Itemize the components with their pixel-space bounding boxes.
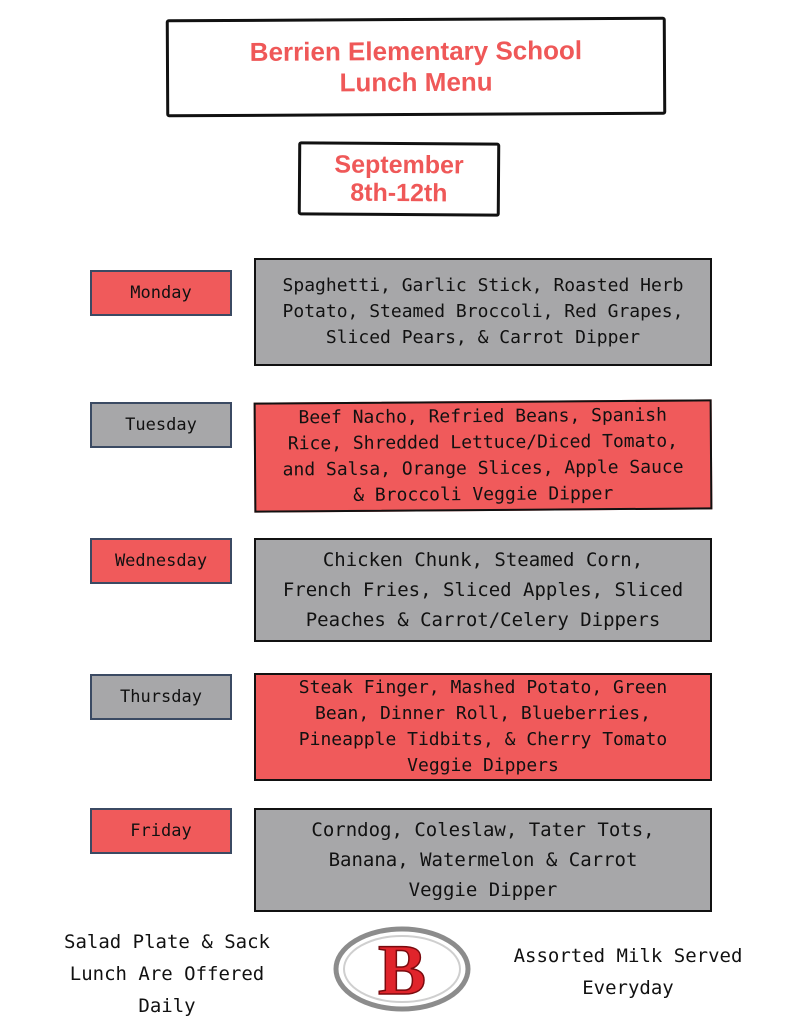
- menu-label: Lunch Menu: [339, 66, 493, 98]
- meal-box-monday: [254, 258, 712, 366]
- meal-line: Peaches & Carrot/Celery Dippers: [305, 609, 661, 631]
- day-name: Friday: [130, 821, 192, 841]
- meal-line: & Broccoli Veggie Dipper: [353, 483, 614, 506]
- milk-note: [478, 940, 778, 1004]
- day-label-tuesday: [90, 402, 232, 448]
- title-box: [166, 17, 667, 118]
- meal-box-friday: [254, 808, 712, 912]
- meal-box-wednesday: [254, 538, 712, 642]
- day-name: Monday: [130, 283, 192, 303]
- note-line: Daily: [138, 995, 196, 1017]
- meal-line: Veggie Dipper: [408, 879, 558, 901]
- meal-box-tuesday: [254, 399, 713, 512]
- date-month: September: [334, 150, 464, 180]
- meal-line: Veggie Dippers: [407, 755, 559, 776]
- meal-line: Potato, Steamed Broccoli, Red Grapes,: [282, 301, 684, 322]
- date-range: 8th-12th: [350, 178, 448, 208]
- meal-line: Sliced Pears, & Carrot Dipper: [325, 327, 641, 348]
- meal-line: Rice, Shredded Lettuce/Diced Tomato,: [287, 430, 679, 455]
- day-name: Tuesday: [125, 415, 197, 435]
- meal-line: Corndog, Coleslaw, Tater Tots,: [311, 819, 655, 841]
- note-line: Assorted Milk Served: [513, 945, 743, 967]
- day-label-thursday: [90, 674, 232, 720]
- meal-line: Banana, Watermelon & Carrot: [328, 849, 638, 871]
- meal-line: French Fries, Sliced Apples, Sliced: [282, 579, 684, 601]
- note-line: Everyday: [582, 977, 674, 999]
- meal-line: Steak Finger, Mashed Potato, Green: [298, 677, 668, 698]
- meal-line: Beef Nacho, Refried Beans, Spanish: [298, 404, 668, 429]
- meal-line: Spaghetti, Garlic Stick, Roasted Herb: [282, 275, 684, 296]
- note-line: Salad Plate & Sack: [64, 931, 270, 953]
- day-name: Wednesday: [114, 551, 208, 571]
- salad-sack-note: [22, 926, 312, 1022]
- date-box: [298, 141, 501, 216]
- school-name: Berrien Elementary School: [249, 35, 583, 67]
- meal-box-thursday: [254, 673, 712, 781]
- meal-line: Pineapple Tidbits, & Cherry Tomato: [298, 729, 668, 750]
- school-logo-icon: [332, 924, 472, 1014]
- day-name: Thursday: [120, 687, 202, 707]
- meal-line: and Salsa, Orange Slices, Apple Sauce: [282, 456, 684, 481]
- day-label-monday: [90, 270, 232, 316]
- logo-letter: B: [377, 930, 427, 1010]
- meal-line: Chicken Chunk, Steamed Corn,: [322, 549, 644, 571]
- note-line: Lunch Are Offered: [69, 963, 265, 985]
- day-label-wednesday: [90, 538, 232, 584]
- day-label-friday: [90, 808, 232, 854]
- meal-line: Bean, Dinner Roll, Blueberries,: [315, 703, 651, 724]
